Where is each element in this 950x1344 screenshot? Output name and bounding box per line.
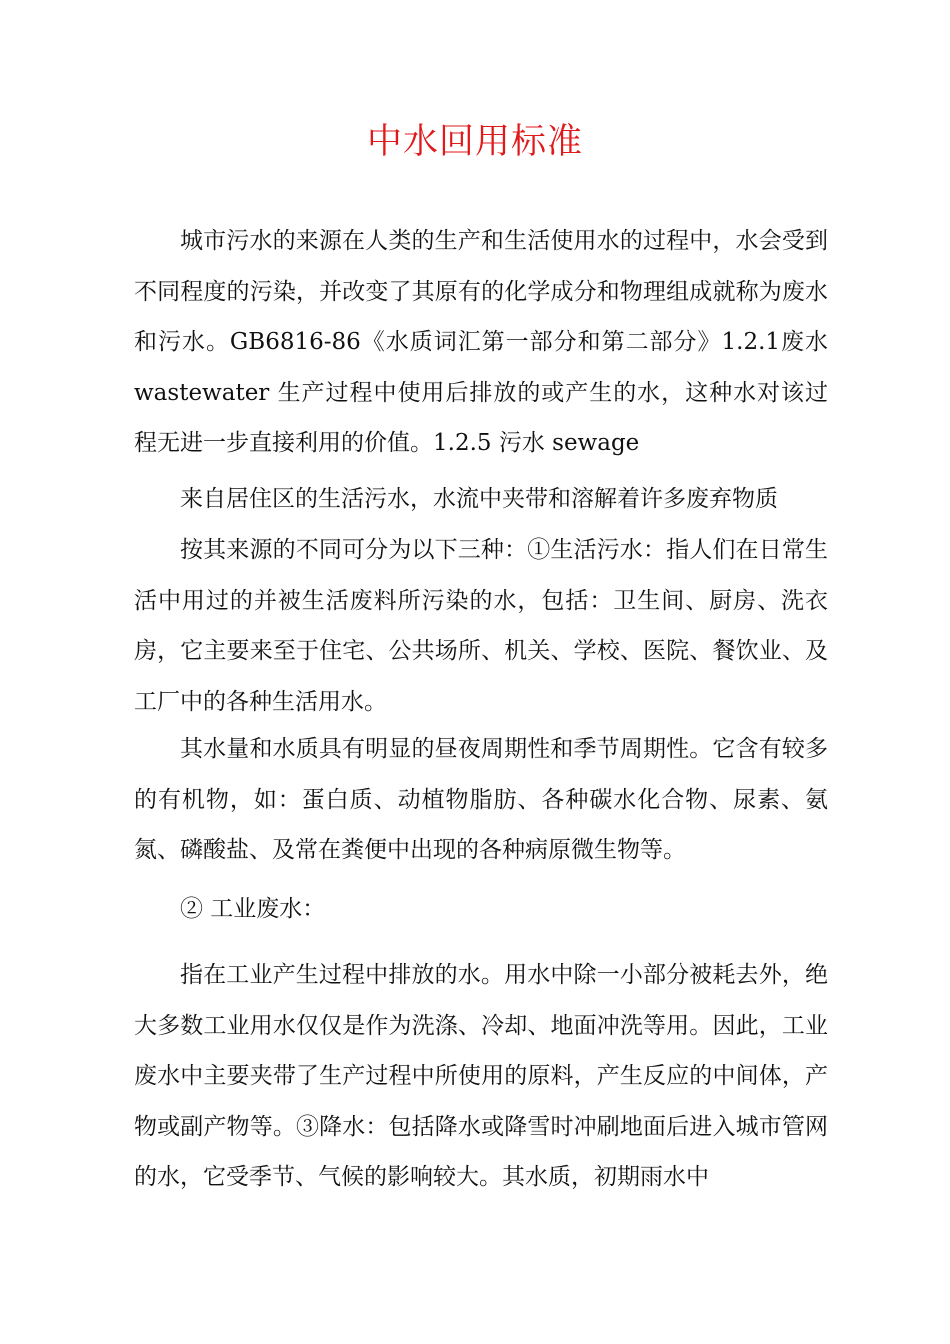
paragraph-domestic-sewage-source: 来自居住区的生活污水，水流中夹带和溶解着许多废弃物质: [180, 486, 778, 512]
paragraph-water-quality-characteristics: 其水量和水质具有明显的昼夜周期性和季节周期性。它含有较多的有机物，如：蛋白质、动植物脂肪、各种碳水化合物、尿素、氨氮、磷酸盐、及常在粪便中出现的各种病原微生物等。: [134, 736, 828, 864]
document-title: 中水回用标准: [366, 122, 583, 162]
paragraph-industrial-wastewater: 指在工业产生过程中排放的水。用水中除一小部分被耗去外，绝大多数工业用水仅仅是作为洗涤、冷却、地面冲洗等用。因此，工业废水中主要夹带了生产过程中所使用的原料，产生反应的中间体，产物或副产物等。③降水：包括降水或降雪时冲刷地面后进入城市管网的水，它受季节、气候的影响较大。其水质，初期雨水中: [134, 962, 828, 1191]
paragraph-wastewater-definition: 城市污水的来源在人类的生产和生活使用水的过程中，水会受到不同程度的污染，并改变了其原有的化学成分和物理组成就称为废水和污水。GB6816-86《水质词汇第一部分和第二部分》1.2.1废水 wastewater 生产过程中使用后排放的或产生的水，这种水对该过程无进一步直接利用的价值。1.2.5 污水 sewage: [134, 228, 828, 457]
paragraph-sewage-classification: 按其来源的不同可分为以下三种：①生活污水：指人们在日常生活中用过的并被生活废料所污染的水，包括：卫生间、厨房、洗衣房，它主要来至于住宅、公共场所、机关、学校、医院、餐饮业、及工厂中的各种生活用水。: [134, 537, 828, 715]
section-heading-industrial-wastewater: ② 工业废水：: [180, 896, 326, 922]
